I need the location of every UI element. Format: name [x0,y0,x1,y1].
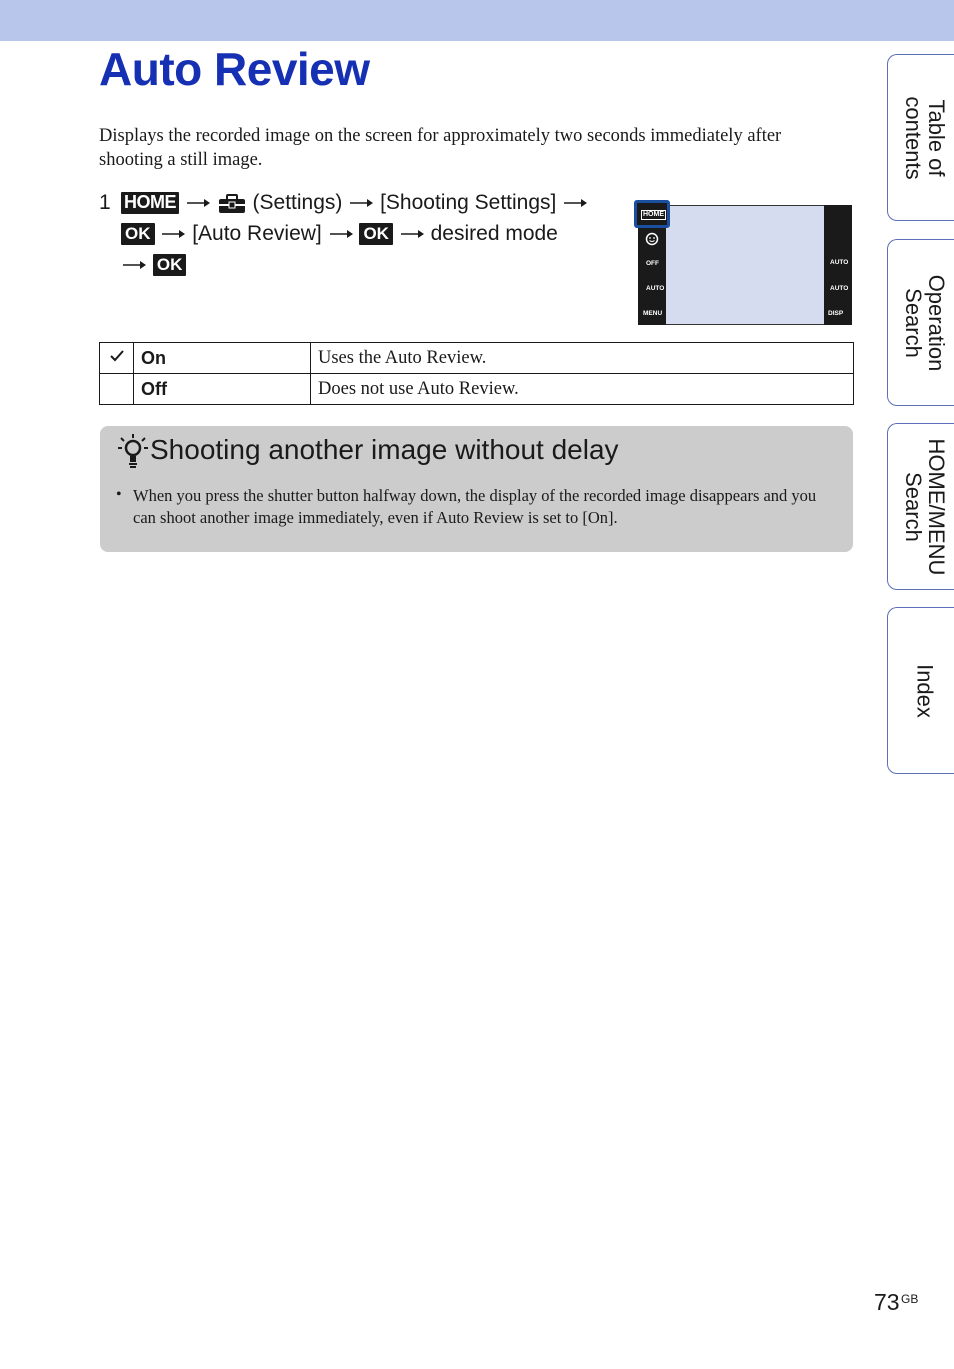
arrow-right-icon [328,228,354,240]
page-number: 73 [874,1289,900,1315]
lcd-menu-label: MENU [643,310,663,317]
flash-auto-icon: AUTO [830,259,849,266]
page-title: Auto Review [99,43,370,95]
camera-lcd-illustration [634,200,854,326]
bullet-marker: • [116,486,122,503]
arrow-right-icon [562,197,588,209]
desired-mode-text: desired mode [430,222,558,245]
lcd-home-button: HOME [634,200,670,228]
face-detect-icon [645,232,659,246]
empty-check-cell [100,374,134,405]
smile-shutter-off-icon: OFF [646,260,659,267]
hint-title: Shooting another image without delay [150,434,619,465]
intro-paragraph: Displays the recorded image on the screen for approximately two seconds immediately after shooting a still image. [99,126,782,170]
options-table [99,342,854,405]
hint-box [100,426,853,552]
table-row [100,343,854,374]
ok-key-icon: OK [121,223,155,245]
lcd-screen [638,205,852,325]
iso-auto-icon: AUTO [830,285,849,292]
step-line-3 [121,250,186,280]
af-mode-icon: AUTO [646,285,665,292]
step-line-2 [121,219,558,249]
ok-key-icon: OK [359,223,393,245]
arrow-right-icon [348,197,374,209]
settings-toolbox-icon [217,192,247,214]
option-description: Does not use Auto Review. [311,374,854,405]
home-key-icon: HOME [121,192,179,214]
table-row [100,374,854,405]
shooting-settings-text: [Shooting Settings] [380,191,557,214]
lcd-disp-label: DISP [828,310,844,317]
arrow-right-icon [160,228,186,240]
hint-text: When you press the shutter button halfway down, the display of the recorded image disappears and you can shoot another image immediately, even if Auto Review is set to [On]. [133,486,817,527]
step-number: 1 [99,191,111,214]
lightbulb-hint-icon [116,432,150,472]
default-check-icon [100,343,134,374]
side-tab-index[interactable]: Index [887,607,954,774]
auto-review-text: [Auto Review] [192,222,322,245]
option-name: On [134,343,311,374]
side-tab-home-menu-search[interactable]: HOME/MENU Search [887,423,954,590]
side-tab-operation-search[interactable]: Operation Search [887,239,954,406]
arrow-right-icon [399,228,425,240]
option-description: Uses the Auto Review. [311,343,854,374]
arrow-right-icon [185,197,211,209]
option-name: Off [134,374,311,405]
settings-text: (Settings) [252,191,343,214]
top-header-bar [0,0,954,41]
arrow-right-icon [121,259,147,271]
step-line-1 [121,188,588,218]
page-suffix: GB [901,1292,919,1306]
ok-key-icon: OK [153,254,187,276]
side-tab-table-of-contents[interactable]: Table of contents [887,54,954,221]
